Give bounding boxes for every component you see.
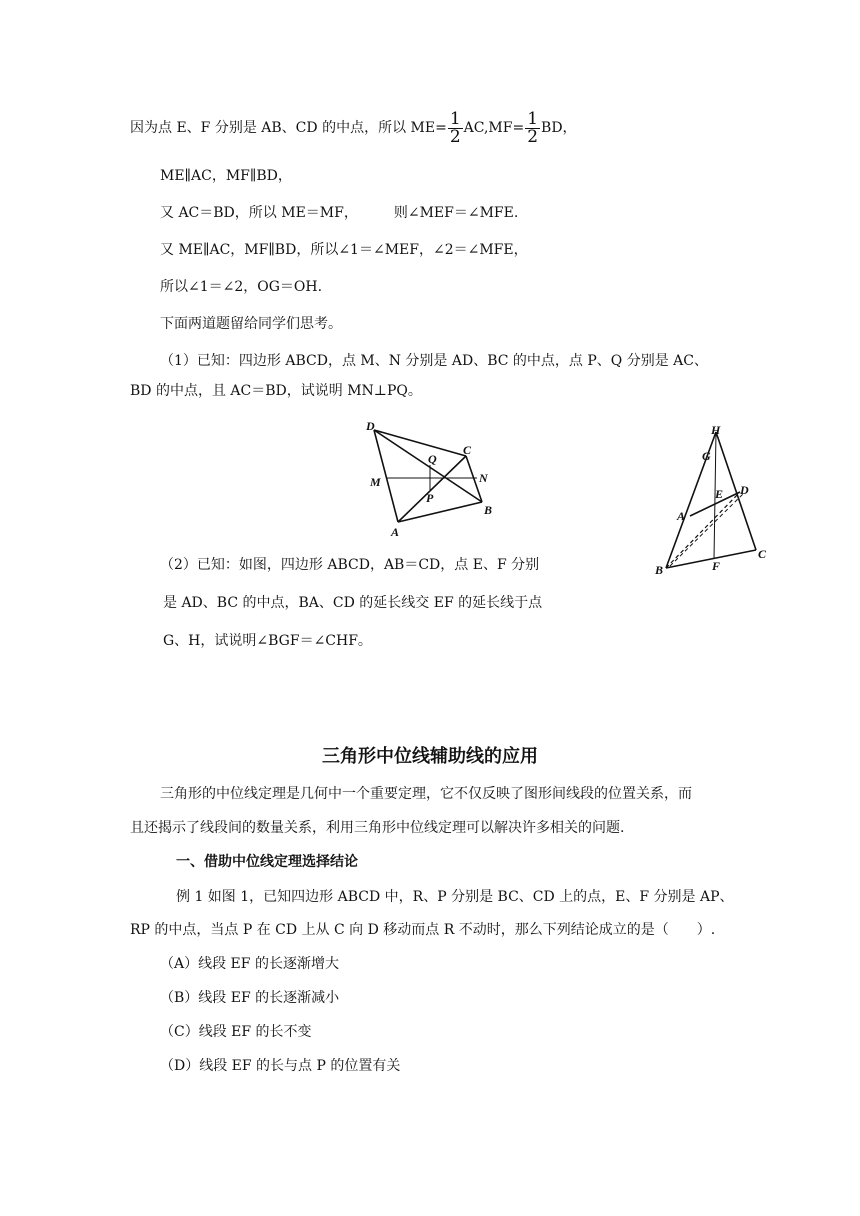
label-h: H: [711, 423, 721, 437]
proof-line-2: ME∥AC，MF∥BD，: [160, 168, 292, 184]
label-d: D: [740, 483, 749, 497]
label-e: E: [715, 487, 724, 501]
proof-line-5: 所以∠1＝∠2，OG＝OH.: [160, 279, 323, 295]
label-c: C: [758, 547, 767, 561]
label-a: A: [391, 525, 400, 539]
dashed-bd: [666, 492, 740, 568]
question-1-line-1: （1）已知：四边形 ABCD，点 M、N 分别是 AD、BC 的中点，点 P、Q 分别是 AC、: [160, 353, 709, 369]
proof-line-1-end: BD，: [541, 120, 577, 136]
proof-line-3-second: 则∠MEF＝∠MFE.: [393, 205, 519, 221]
option-c: （C）线段 EF 的长不变: [160, 1024, 312, 1040]
label-a: A: [677, 509, 686, 523]
section-title: 三角形中位线辅助线的应用: [322, 746, 538, 767]
example-1-line-1: 例 1 如图 1，已知四边形 ABCD 中，R、P 分别是 BC、CD 上的点，E、F 分别是 AP、: [176, 889, 734, 905]
proof-line-1: [130, 108, 577, 148]
label-m: M: [370, 475, 381, 489]
option-b: （B）线段 EF 的长逐渐减小: [160, 990, 340, 1006]
proof-line-4: 又 ME∥AC，MF∥BD，所以∠1＝∠MEF，∠2＝∠MFE，: [160, 242, 528, 258]
label-g: G: [702, 449, 711, 463]
label-b: B: [655, 563, 664, 577]
segment-cd: [374, 430, 466, 456]
label-d: D: [366, 419, 375, 433]
segment-ab: [398, 502, 482, 522]
segment-bc: [666, 550, 756, 568]
question-2-line-3: G、H，试说明∠BGF＝∠CHF。: [163, 633, 372, 649]
label-q: Q: [428, 452, 437, 466]
figure-quadrilateral-mn-pq: [362, 418, 512, 543]
label-f: F: [712, 559, 721, 573]
option-d: （D）线段 EF 的长与点 P 的位置有关: [160, 1058, 401, 1074]
label-c: C: [463, 443, 472, 457]
fraction-numerator: 1: [527, 108, 539, 129]
label-n: N: [479, 471, 488, 485]
proof-line-3-first: 又 AC＝BD，所以 ME＝MF，: [160, 205, 358, 221]
label-p: P: [426, 491, 434, 505]
question-2-line-1: （2）已知：如图，四边形 ABCD，AB＝CD，点 E、F 分别: [160, 557, 540, 573]
proof-line-1-middle: AC,MF=: [463, 120, 525, 136]
option-a: （A）线段 EF 的长逐渐增大: [160, 956, 339, 972]
question-1-line-2: BD 的中点，且 AC＝BD，试说明 MN⊥PQ。: [130, 383, 422, 399]
fraction-numerator: 1: [449, 108, 461, 129]
figure-quadrilateral-gh: [652, 418, 772, 583]
question-2-line-2: 是 AD、BC 的中点，BA、CD 的延长线交 EF 的延长线于点: [163, 595, 543, 611]
fraction-one-half-a: [448, 108, 463, 147]
fraction-denominator: 2: [527, 126, 539, 147]
proof-line-6: 下面两道题留给同学们思考。: [160, 316, 342, 332]
fraction-one-half-b: [525, 108, 540, 147]
intro-line-2: 且还揭示了线段间的数量关系，利用三角形中位线定理可以解决许多相关的问题.: [130, 820, 625, 836]
proof-line-3: [160, 203, 518, 223]
fraction-denominator: 2: [449, 126, 461, 147]
example-1-line-2: RP 的中点，当点 P 在 CD 上从 C 向 D 移动而点 R 不动时，那么下列结论成立的是（ ）.: [130, 922, 716, 938]
proof-line-1-start: 因为点 E、F 分别是 AB、CD 的中点，所以 ME=: [130, 120, 447, 136]
heading-1: 一、借助中位线定理选择结论: [176, 854, 358, 870]
intro-line-1: 三角形的中位线定理是几何中一个重要定理，它不仅反映了图形间线段的位置关系，而: [160, 786, 692, 802]
label-b: B: [484, 503, 493, 517]
